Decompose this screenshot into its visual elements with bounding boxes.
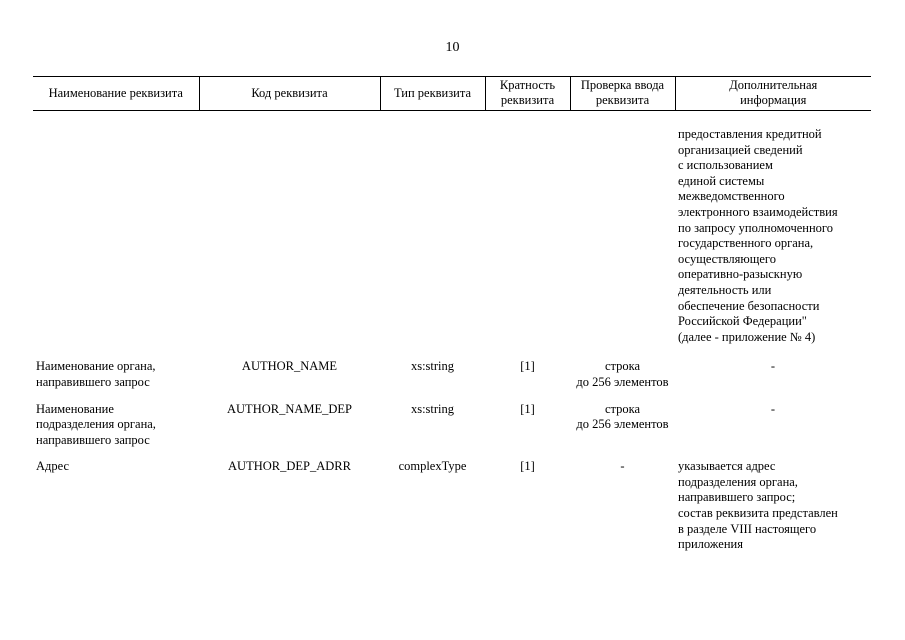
cell-code: AUTHOR_DEP_ADRR	[228, 459, 351, 474]
table-row-continuation	[33, 111, 871, 360]
cell-multiplicity: [1]	[520, 359, 535, 374]
cell-info: -	[770, 401, 776, 416]
cell-validation: строка до 256 элементов	[576, 359, 669, 389]
cell-info: предоставления кредитной организацией сведений с использованием единой системы межведомственного электронного взаимодействия по запросу уполномоченного государственного органа, осуществляющего оперативно-разыскную деятельность или обеспечение безопасности Российской Федерации" (далее - приложение № 4)	[678, 127, 838, 344]
header-validation: Проверка ввода реквизита	[570, 77, 675, 111]
cell-info: указывается адрес подразделения органа, направившего запрос; состав реквизита представлен в разделе VIII настоящего приложения	[678, 459, 838, 552]
page-number: 10	[445, 40, 460, 55]
cell-empty	[570, 111, 675, 360]
cell-validation: строка до 256 элементов	[576, 401, 669, 432]
cell-code: AUTHOR_NAME	[241, 359, 338, 374]
cell-empty	[380, 111, 485, 360]
cell-name: Адрес	[36, 459, 70, 474]
header-multiplicity: Кратность реквизита	[485, 77, 570, 111]
header-info: Дополнительная информация	[675, 77, 871, 111]
table-row	[33, 459, 871, 553]
cell-code: AUTHOR_NAME_DEP	[227, 401, 352, 416]
header-code: Код реквизита	[199, 77, 380, 111]
cell-name: Наименование подразделения органа, направившего запрос	[36, 401, 156, 447]
cell-type: xs:string	[410, 401, 455, 416]
table-row	[33, 359, 871, 401]
cell-info: -	[770, 359, 776, 374]
cell-empty	[33, 111, 199, 360]
requisites-table	[33, 76, 871, 553]
cell-empty	[485, 111, 570, 360]
cell-type: xs:string	[410, 359, 455, 374]
cell-multiplicity: [1]	[520, 459, 535, 474]
cell-empty	[199, 111, 380, 360]
cell-type: complexType	[398, 459, 467, 474]
header-type: Тип реквизита	[380, 77, 485, 111]
header-name: Наименование реквизита	[33, 77, 199, 111]
table-header-row	[33, 77, 871, 111]
cell-validation: -	[620, 459, 625, 474]
cell-multiplicity: [1]	[520, 401, 535, 416]
table-row	[33, 402, 871, 460]
cell-name: Наименование органа, направившего запрос	[36, 359, 156, 389]
